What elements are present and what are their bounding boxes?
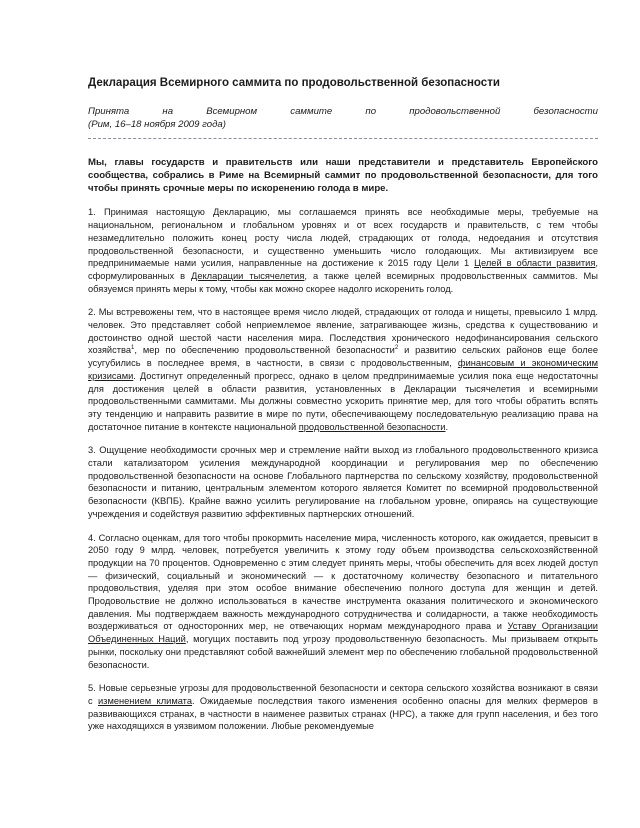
p2-text-e: . [445,421,449,432]
intro-paragraph: Мы, главы государств и правительств или наши представители и представитель Европейского сообщества, собрались в Риме на Всемирный саммит по продовольственной безопасности, для того чтобы принять срочные меры по искоренению голода в мире. [88,157,598,194]
paragraph-3: 3. Ощущение необходимости срочных мер и стремление найти выход из глобального продовольственного кризиса стали катализатором усиления международной координации и регулирования мер по обеспечению продовольственной безопасности на основе Глобального партнерства по сельскому хозяйству, продовольственной безопасности и питанию, центральным элементом которого является Комитет по всемирной продовольственной безопасности (КВПБ). Крайне важно усилить регулирование на глобальном уровне, опираясь на существующие учреждения и содействуя развитию эффективных партнерских отношений. [88,445,598,519]
p5-text-a: 5. Новые серьезные угрозы для продовольственной безопасности и сектора сельского хозяйства возникают в связи с [88,683,598,706]
p1-text-b: , сформулированных в [88,258,598,281]
p2-text-c: и развитию сельских районов еще более усугубились в последнее время, в частности, в связи с продовольственным, [88,345,598,369]
p2-text-d: . Достигнут определенный прогресс, однако в целом предпринимаемые усилия пока еще недостаточны для достижения целей в области развития, установленных в Декларации тысячелетия и всемирными продовольственными саммитами. Мы должны совместно ускорить принятие мер, для того чтобы обратить вспять эту тенденцию и направить развитие в мире по пути, обеспечивающему последовательную реализацию права на достаточное питание в контексте национальной [88,370,598,432]
p5-text-b: . Ожидаемые последствия такого изменения особенно опасны для мелких фермеров в развивающихся странах, в частности в наименее развитых странах (НРС), а также для групп населения, и без того уже находящихся в уязвимом положении. Любые рекомендуемые [88,696,598,732]
footnote-ref-1[interactable]: 1 [131,345,135,352]
p1-text-c: , а также целей всемирных продовольственных саммитов. Мы обязуемся принять меры к тому, чтобы как можно скорее надолго искоренить голод. [88,270,598,294]
link-climate-change[interactable]: изменением климата [97,696,192,706]
paragraph-4 [88,532,598,672]
p4-text-b: , могущих поставить под угрозу продовольственную безопасность. Мы призываем открыть рынки, поскольку они представляют собой важнейший элемент мер по обеспечению глобальной продовольственной безопасности. [88,634,598,670]
link-development-goals[interactable]: Целей в области развития [474,258,596,269]
p2-text-b: , мер по обеспечению продовольственной безопасности [134,345,395,356]
document-subtitle [88,105,598,131]
subtitle-line-2: (Рим, 16–18 ноября 2009 года) [88,119,226,130]
footnote-ref-2[interactable]: 2 [394,345,399,352]
link-food-security[interactable]: продовольственной безопасности [298,421,446,432]
subtitle-line-1: Принята на Всемирном саммите по продовольственной безопасности [88,106,598,117]
p1-text-a: 1. Принимая настоящую Декларацию, мы соглашаемся принять все необходимые меры, требуемые на национальном, региональном и глобальном уровнях и от всех государств и правительств, с тем чтобы незамедлительно положить конец росту числа людей, страдающих от голода, недоедания и отсутствия продовольственной безопасности, и существенно уменьшить число голодающих. Мы активизируем все предпринимаемые нами усилия, направленные на достижение к 2015 году Цели 1 [88,207,598,269]
link-financial-crisis[interactable]: финансовым и экономическим кризисами [88,358,598,381]
paragraph-1 [88,206,598,295]
document-title: Декларация Всемирного саммита по продовольственной безопасности [88,77,500,89]
paragraph-2 [88,306,598,433]
link-un-charter[interactable]: Уставу Организации Объединенных Наций [88,621,598,645]
link-millennium-declaration[interactable]: Декларации тысячелетия [191,270,305,281]
dashed-divider [88,138,598,139]
p2-text-a: 2. Мы встревожены тем, что в настоящее время число людей, страдающих от голода и нищеты, превысило 1 млрд. человек. Это представляет собой неприемлемое явление, затрагивающее жизнь, средства к существованию и достоинство одной шестой части населения мира. Последствия хронического недофинансирования сельского хозяйства [88,307,598,356]
paragraph-5 [88,682,598,733]
p4-text-a: 4. Согласно оценкам, для того чтобы прокормить население мира, численность которого, как ожидается, превысит в 2050 году 9 млрд. человек, потребуется увеличить к этому году объем производства сельскохозяйственной продукции на 70 процентов. Одновременно с этим следует принять меры, чтобы обеспечить для всех людей доступ — физический, социальный и экономический — к достаточному количеству безопасного и питательного продовольствия, уделяя при этом особое внимание обеспечению полного доступа для женщин и детей. Продовольствие не должно использоваться в качестве инструмента оказания политического и экономического давления. Мы подтверждаем важность международного сотрудничества и солидарности, а также необходимость воздерживаться от односторонних мер, не отвечающих нормам международного права и [88,532,598,632]
